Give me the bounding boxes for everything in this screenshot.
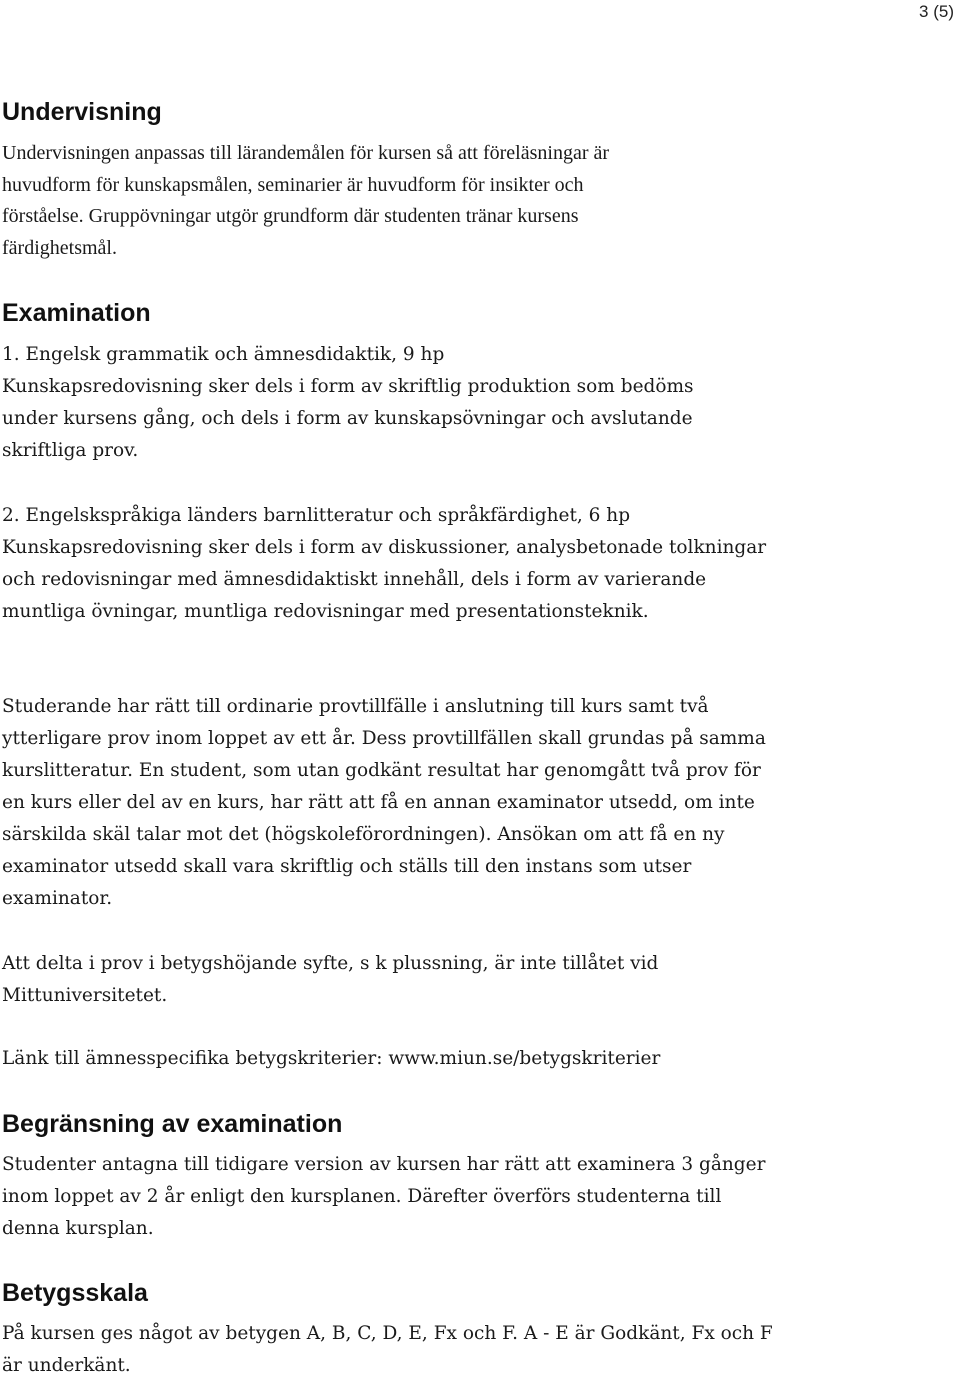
text-line: examinator.: [2, 888, 113, 909]
text-line: Studerande har rätt till ordinarie provtillfälle i anslutning till kurs samt två: [2, 696, 709, 717]
text-line: Kunskapsredovisning sker dels i form av skriftlig produktion som bedöms: [2, 376, 694, 397]
paragraph-betygsskala: [2, 1318, 952, 1382]
text-line: Mittuniversitetet.: [2, 985, 168, 1006]
text-line: under kursens gång, och dels i form av kunskapsövningar och avslutande: [2, 408, 693, 429]
text-line: examinator utsedd skall vara skriftlig och ställs till den instans som utser: [2, 856, 692, 877]
paragraph-undervisning: [2, 138, 952, 264]
text-line: färdighetsmål.: [2, 236, 117, 259]
paragraph-exam-part2: [2, 500, 952, 628]
paragraph-exam-plussning: [2, 948, 952, 1012]
heading-begransning: Begränsning av examination: [2, 1110, 343, 1138]
text-line: särskilda skäl talar mot det (högskoleförordningen). Ansökan om att få en ny: [2, 824, 725, 845]
grading-criteria-link-text: Länk till ämnesspecifika betygskriterier: www.miun.se/betygskriterier: [2, 1048, 661, 1069]
text-line: skriftliga prov.: [2, 440, 139, 461]
paragraph-exam-link: [2, 1043, 952, 1075]
heading-examination: Examination: [2, 299, 151, 327]
paragraph-exam-part1: [2, 339, 952, 467]
text-line: kurslitteratur. En student, som utan godkänt resultat har genomgått två prov för: [2, 760, 761, 781]
heading-undervisning: Undervisning: [2, 98, 162, 126]
text-line: Undervisningen anpassas till lärandemålen för kursen så att föreläsningar är: [2, 142, 610, 164]
page-number: 3 (5): [919, 2, 954, 21]
text-line: 1. Engelsk grammatik och ämnesdidaktik, 9 hp: [2, 344, 445, 365]
text-line: är underkänt.: [2, 1355, 131, 1376]
text-line: Att delta i prov i betygshöjande syfte, s k plussning, är inte tillåtet vid: [2, 953, 659, 974]
text-line: ytterligare prov inom loppet av ett år. Dess provtillfällen skall grundas på samma: [2, 728, 766, 749]
text-line: huvudform för kunskapsmålen, seminarier är huvudform för insikter och: [2, 173, 584, 196]
text-line: en kurs eller del av en kurs, har rätt att få en annan examinator utsedd, om inte: [2, 792, 755, 813]
text-line: 2. Engelskspråkiga länders barnlitteratur och språkfärdighet, 6 hp: [2, 505, 631, 526]
text-line: muntliga övningar, muntliga redovisningar med presentationsteknik.: [2, 601, 649, 622]
text-line: denna kursplan.: [2, 1218, 154, 1239]
text-line: inom loppet av 2 år enligt den kursplanen. Därefter överförs studenterna till: [2, 1186, 722, 1207]
text-line: På kursen ges något av betygen A, B, C, D, E, Fx och F. A - E är Godkänt, Fx och F: [2, 1323, 773, 1344]
heading-betygsskala: Betygsskala: [2, 1279, 148, 1307]
paragraph-exam-rights: [2, 691, 952, 915]
paragraph-begransning: [2, 1149, 952, 1245]
text-line: Studenter antagna till tidigare version av kursen har rätt att examinera 3 gånger: [2, 1154, 766, 1175]
text-line: och redovisningar med ämnesdidaktiskt innehåll, dels i form av varierande: [2, 569, 707, 590]
text-line: Kunskapsredovisning sker dels i form av diskussioner, analysbetonade tolkningar: [2, 537, 767, 558]
text-line: förståelse. Gruppövningar utgör grundform där studenten tränar kursens: [2, 205, 579, 227]
